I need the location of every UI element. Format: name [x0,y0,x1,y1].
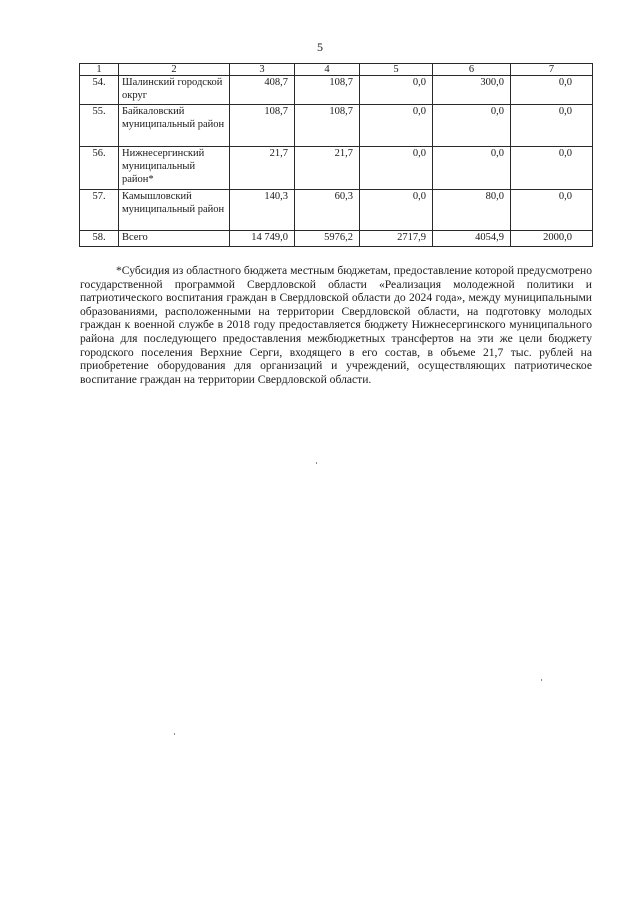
value-col-5: 0,0 [360,190,433,231]
header-col-5: 5 [360,64,433,76]
municipality-name: Нижнесергинский муниципальный район* [119,147,230,190]
municipality-name: Байкаловский муниципальный район [119,105,230,147]
total-col-4: 5976,2 [295,231,360,247]
table-header-row [80,64,593,76]
value-col-3: 108,7 [230,105,295,147]
value-col-3: 408,7 [230,76,295,105]
value-col-5: 0,0 [360,147,433,190]
header-col-7: 7 [511,64,593,76]
total-col-3: 14 749,0 [230,231,295,247]
value-col-7: 0,0 [511,147,593,190]
value-col-5: 0,0 [360,76,433,105]
total-label: Всего [119,231,230,247]
total-col-6: 4054,9 [433,231,511,247]
header-col-2: 2 [119,64,230,76]
value-col-4: 60,3 [295,190,360,231]
value-col-5: 0,0 [360,105,433,147]
value-col-6: 80,0 [433,190,511,231]
budget-table [79,63,593,247]
value-col-7: 0,0 [511,105,593,147]
scan-speck [174,733,175,735]
value-col-6: 0,0 [433,147,511,190]
scan-speck [316,462,317,464]
value-col-3: 140,3 [230,190,295,231]
footnote [80,264,592,386]
footnote-text: *Субсидия из областного бюджета местным бюджетам, предоставление которой предусмотрено государственной программой Свердловской области «Реализация молодежной политики и патриотического воспитания граждан в Свердловской области до 2024 года», между муниципальными образованиями, расположенными на территории Свердловской области, на подготовку молодых граждан к военной службе в 2018 году предоставляется бюджету Нижнесергинского муниципального района для последующего предоставления межбюджетных трансфертов на эти же цели бюджету городского поселения Верхние Серги, входящего в его состав, в объеме 21,7 тыс. рублей на приобретение оборудования для организаций и учреждений, осуществляющих патриотическое воспитание граждан на территории Свердловской области. [80,264,592,386]
total-col-7: 2000,0 [511,231,593,247]
value-col-4: 21,7 [295,147,360,190]
value-col-3: 21,7 [230,147,295,190]
row-number: 54. [80,76,119,105]
scan-speck [541,679,542,681]
header-col-3: 3 [230,64,295,76]
municipality-name: Камышловский муниципальный район [119,190,230,231]
municipality-name: Шалинский городской округ [119,76,230,105]
table-row [80,76,593,105]
table-total-row [80,231,593,247]
table-row [80,147,593,190]
header-col-4: 4 [295,64,360,76]
header-col-6: 6 [433,64,511,76]
row-number: 57. [80,190,119,231]
value-col-6: 300,0 [433,76,511,105]
value-col-4: 108,7 [295,76,360,105]
value-col-7: 0,0 [511,76,593,105]
page-number: 5 [317,40,323,54]
total-col-5: 2717,9 [360,231,433,247]
table-row [80,105,593,147]
table-row [80,190,593,231]
value-col-6: 0,0 [433,105,511,147]
value-col-7: 0,0 [511,190,593,231]
header-col-1: 1 [80,64,119,76]
row-number: 56. [80,147,119,190]
row-number: 55. [80,105,119,147]
value-col-4: 108,7 [295,105,360,147]
row-number: 58. [80,231,119,247]
